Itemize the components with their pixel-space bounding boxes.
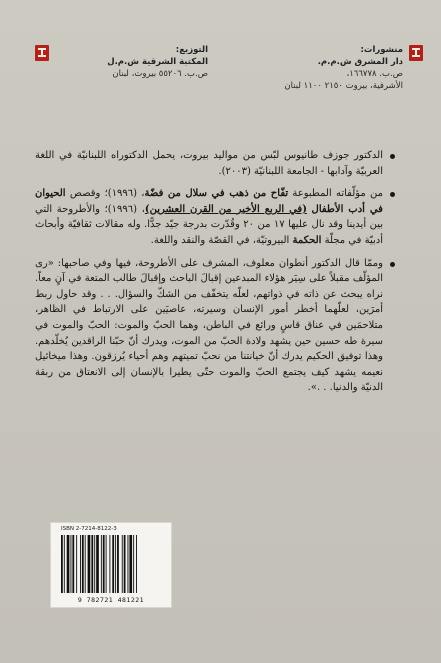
supervisor-quote-paragraph (35, 256, 393, 396)
supervisor-quote-text: وممّا قال الدكتور أنطوان معلوف، المشرف على الأطروحة، فيها وفي صاحبها: «رى المؤلّف مقبلاً على سِيَر هؤلاء المبدعين إقبالَ الباحث وإقبالَ طالب المتعة في آنٍ معاً. نراه يبحث عن ذاته في ذواتهم، لعلّه يتخفّف من الشكّ والسؤال. . . وقد حاول ربط أمرَين، لعلّهما أخطر أمور الإنسان وسيرته، عاصيَين على الارتباط في الظاهر، متلاحمَين في عناق قاسٍ ورائع في الباطن، وهما الحبّ والموت: الحبّ والموت في سيرة طه حسين حين يشهد ولادة الحبّ من الموت، ويدرك أنّ حبّنا الراقدين يُخلّدهم. وهذا توفيق الحكيم يدرك أنّ خيانتنا من نحبّ تميتهم وهم أحياء يُرزقون. وهذا ميخائيل نعيمه يشهد كيف يجتمع الحبّ والموت حتّى يطيرا بالإنسان إلى الانعتاق من ربقة الدنيّة والدنيا. . .». (35, 257, 383, 394)
works-text: من مؤلّفاته المطبوعة (288, 188, 383, 200)
publisher-block (253, 44, 403, 92)
bullet-icon (390, 154, 395, 159)
barcode-stripe (136, 535, 137, 593)
author-bio-text: الدكتور جوزف طانيوس لبّس من مواليد بيروت، يحمل الدكتوراه اللبنانيّة في اللغة العربيّة وآدابها - الجامعة اللبنانيّة (٢٠٠٣). (35, 150, 383, 177)
isbn-label: ISBN 2-7214-8122-3 (61, 526, 117, 532)
barcode-digits: 9 782721 481221 (77, 596, 145, 604)
distributor-heading: التوزيع: (175, 45, 208, 55)
barcode-stripe (88, 535, 91, 593)
barcode-stripe (115, 535, 116, 593)
book-title-2: الحيوان في أدب الأطفال (35, 188, 383, 215)
barcode-stripe (101, 535, 102, 593)
barcode-bars-icon (59, 535, 163, 593)
works-text: ، (١٩٩٦)؛ وقصص (65, 188, 145, 200)
dar-el-machreq-logo-icon (409, 45, 423, 61)
barcode-stripe (61, 535, 63, 593)
book-title-1: تفّاح من ذهب في سلال من فضّة (144, 188, 289, 200)
isbn-barcode (50, 522, 172, 608)
works-text: البيروتيّة، في القصّة والنقد واللغة. (150, 234, 293, 246)
barcode-stripe (106, 535, 107, 593)
barcode-stripe (96, 535, 99, 593)
barcode-stripe (103, 535, 105, 593)
bullet-icon (390, 262, 395, 267)
barcode-stripe (67, 535, 70, 593)
publisher-pobox: ص.ب. ١٦٦٧٧٨، (346, 69, 403, 79)
journal-name: الحكمة (292, 234, 322, 246)
barcode-stripe (72, 535, 74, 593)
distributor-address: ص.ب. ٥٥٢٠٦ بيروت، لبنان (112, 69, 208, 79)
barcode-stripe (64, 535, 65, 593)
barcode-stripe (129, 535, 132, 593)
barcode-stripe (109, 535, 110, 593)
barcode-stripe (128, 535, 129, 593)
book-subtitle-2: (في الربع الأخير من القرن العشرين) (144, 203, 307, 215)
barcode-stripe (124, 535, 126, 593)
barcode-stripe (80, 535, 81, 593)
barcode-stripe (91, 535, 93, 593)
distributor-logo-icon (35, 45, 49, 61)
distributor-name: المكتبة الشرقية ش.م.ل (107, 57, 208, 67)
publisher-heading: منشورات: (360, 45, 403, 55)
barcode-stripe (122, 535, 123, 593)
barcode-stripe (85, 535, 86, 593)
author-bio-paragraph (35, 148, 393, 179)
barcode-stripe (71, 535, 72, 593)
barcode-stripe (133, 535, 134, 593)
publisher-name: دار المشرق ش.م.م. (317, 57, 403, 67)
blurb (35, 148, 393, 403)
barcode-stripe (112, 535, 114, 593)
bullet-icon (390, 192, 395, 197)
publisher-address: الأشرفية، بيروت ٢١٥٠ ١١٠٠ لبنان (284, 81, 403, 91)
barcode-stripe (117, 535, 119, 593)
works-paragraph (35, 186, 393, 248)
distributor-block (58, 44, 208, 80)
barcode-stripe (94, 535, 95, 593)
barcode-stripe (76, 535, 77, 593)
barcode-stripe (82, 535, 84, 593)
works-text: ، (١٩٩٦)؛ والأطروحة التي بين أيدينا وقد نال عليها ١٧ من ٢٠ وقُدّرت بدرجة جيّد جدًّا. وله مقالات ثقافيّة وأبحاث أدبيّة في مجلّة (35, 203, 383, 246)
